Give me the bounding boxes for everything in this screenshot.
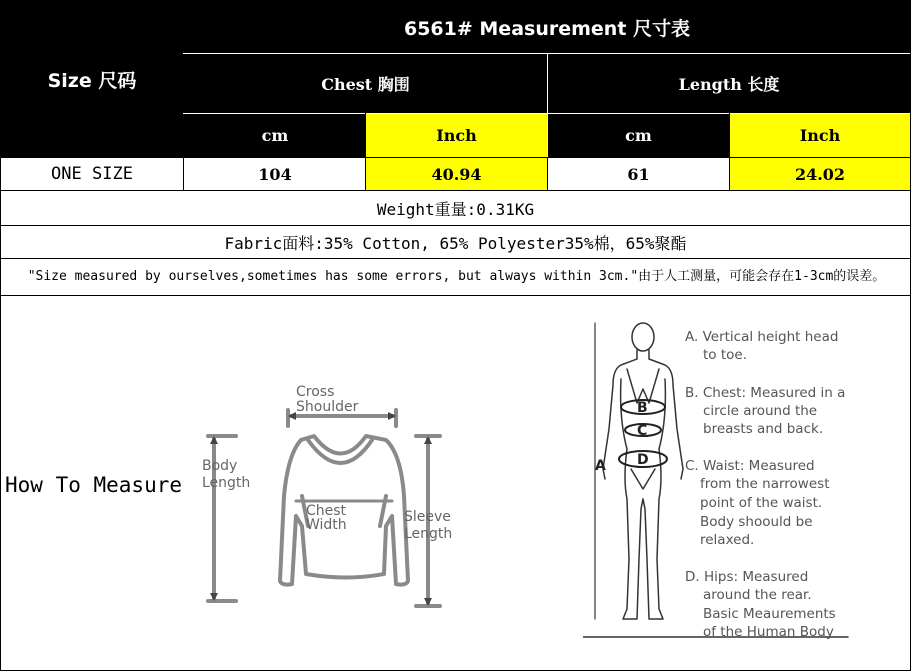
note-d-1: D. Hips: Measured	[685, 569, 809, 585]
sleeve-length-label-2: Length	[404, 526, 453, 542]
chest-width-label-1: Chest	[306, 503, 347, 519]
body-measurement-diagram	[583, 319, 853, 644]
note-c-1: C. Waist: Measured	[685, 458, 815, 474]
letter-a: A	[595, 458, 606, 474]
how-to-measure-label: How To Measure	[5, 473, 183, 497]
table-title: 6561# Measurement 尺寸表	[184, 1, 910, 53]
note-d-2: around the rear.	[703, 587, 812, 603]
size-value: ONE SIZE	[51, 164, 133, 184]
note-c-4: Body shoould be	[700, 514, 813, 530]
length-header: Length 长度	[548, 54, 910, 113]
note-b-2: circle around the	[703, 403, 818, 419]
letter-c: C	[637, 423, 648, 439]
fabric-row: Fabric面料:35% Cotton, 65% Polyester35%棉，65%聚酯	[224, 233, 687, 253]
letter-b: B	[637, 400, 648, 416]
note-row: "Size measured by ourselves,sometimes has some errors, but always within 3cm."由于人工测量，可能会存在1-3cm的误差。	[27, 269, 886, 284]
body-length-label-2: Length	[202, 475, 251, 491]
note-d-3: Basic Meaurements	[703, 606, 836, 622]
weight-row: Weight重量:0.31KG	[376, 199, 535, 219]
note-a-1: A. Vertical height head	[685, 329, 839, 345]
note-b-3: breasts and back.	[703, 421, 824, 437]
sleeve-length-label-1: Sleeve	[404, 509, 451, 525]
length-inch-value: 24.02	[730, 158, 910, 190]
note-c-2: from the narrowest	[700, 476, 830, 492]
length-inch-header: Inch	[730, 114, 910, 157]
note-c-3: point of the waist.	[700, 495, 823, 511]
sweater-diagram	[196, 376, 466, 616]
note-d-4: of the Human Body	[703, 624, 834, 640]
note-a-2: to toe.	[703, 347, 747, 363]
chest-width-label-2: Width	[306, 517, 347, 533]
length-cm-value: 61	[627, 164, 650, 184]
cross-shoulder-label-1: Cross	[296, 384, 335, 400]
chest-cm-value: 104	[258, 164, 292, 184]
letter-d: D	[637, 452, 649, 468]
chest-header: Chest 胸围	[184, 54, 547, 113]
body-length-label-1: Body	[202, 458, 238, 474]
chest-cm-header: cm	[184, 114, 366, 157]
cross-shoulder-label-2: Shoulder	[296, 399, 359, 415]
length-cm-header: cm	[548, 114, 729, 157]
note-c-5: relaxed.	[700, 532, 755, 548]
chest-inch-header: Inch	[366, 114, 547, 157]
note-b-1: B. Chest: Measured in a	[685, 385, 846, 401]
chest-inch-value: 40.94	[366, 158, 547, 190]
size-header: Size 尺码	[1, 1, 183, 157]
